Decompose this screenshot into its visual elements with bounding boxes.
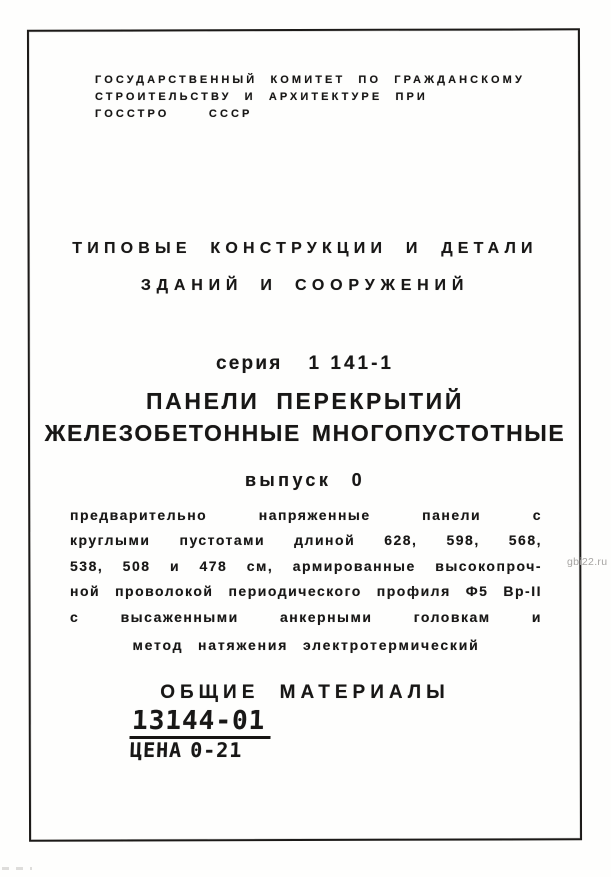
authority-line-2: СТРОИТЕЛЬСТВУ И АРХИТЕКТУРЕ ПРИ ГОССТРО СССР — [95, 91, 428, 120]
authority-line-1: ГОСУДАРСТВЕННЫЙ КОМИТЕТ ПО ГРАЖДАНСКОМУ — [95, 74, 525, 86]
description-line: круглыми пустотами длиной 628, 598, 568, — [70, 532, 542, 549]
description-line: с высаженными анкерными головкам и — [70, 608, 542, 625]
issue-line: выпуск 0 — [244, 470, 366, 490]
description-line: предварительно напряженные панели с — [70, 507, 542, 523]
description-line: 538, 508 и 478 см, армированные высокопроч- — [70, 557, 542, 574]
catalog-number: 13144-01 — [129, 708, 271, 739]
series-heading-line-2: ЗДАНИЙ И СООРУЖЕНИЙ — [140, 277, 470, 294]
main-title-line-1: ПАНЕЛИ ПЕРЕКРЫТИЙ — [146, 388, 464, 414]
watermark: gbi22.ru — [567, 556, 608, 568]
catalog-stamp — [130, 708, 271, 761]
price-line — [130, 740, 272, 761]
scan-smudge — [2, 867, 32, 870]
description-paragraph — [70, 504, 542, 656]
issuing-authority — [95, 72, 545, 123]
section-title: ОБЩИЕ МАТЕРИАЛЫ — [160, 682, 450, 703]
series-label: серия — [216, 353, 283, 374]
price-value: 0-21 — [189, 738, 243, 762]
series-number-line — [30, 353, 580, 375]
series-heading-line-1: ТИПОВЫЕ КОНСТРУКЦИИ И ДЕТАЛИ — [72, 240, 538, 257]
price-label: ЦЕНА — [129, 738, 183, 762]
main-title-line-2: ЖЕЛЕЗОБЕТОННЫЕ МНОГОПУСТОТНЫЕ — [44, 420, 566, 446]
description-line: ной проволокой периодического профиля Ф5 Вр-II — [70, 583, 542, 600]
series-number: 1 141-1 — [308, 353, 394, 374]
description-line: метод натяжения электротермический — [132, 636, 480, 653]
